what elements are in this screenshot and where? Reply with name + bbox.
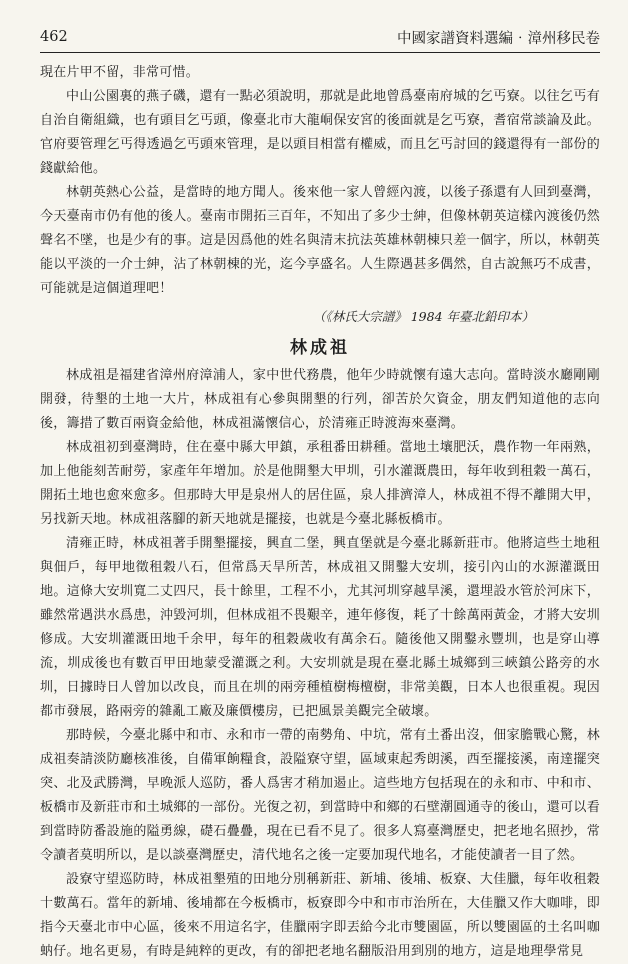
paragraph: 中山公園裏的燕子磯，還有一點必須說明，那就是此地曾爲臺南府城的乞丐寮。以往乞丐有自治自衛組織，也有頭目乞丐頭，像臺北市大龍峒保安宮的後面就是乞丐寮，耆宿常談論及此。官府要管理乞丐得透過乞丐頭來管理，是以頭目相當有權威，而且乞丐討回的錢還得有一部份的錢獻給他。: [40, 89, 600, 176]
running-title: 中國家譜資料選編‧漳州移民卷: [397, 30, 600, 47]
paragraph: 林成祖初到臺灣時，住在臺中縣大甲鎮，承租番田耕種。當地土壤肥沃，農作物一年兩熟，加上他能刻苦耐勞，家產年年增加。於是他開墾大甲圳，引水灌溉農田，每年收到租穀一萬石，開拓土地也愈來愈多。但那時大甲是泉州人的居住區，泉人排濟漳人，林成祖不得不離開大甲，另找新天地。林成祖落腳的新天地就是擺接，也就是今臺北縣板橋市。: [40, 440, 600, 527]
page-header: [40, 24, 600, 50]
paragraph: 現在片甲不留，非常可惜。: [40, 65, 200, 80]
header-rule: [40, 52, 600, 53]
page-number: 462: [40, 29, 68, 45]
paragraph: 設寮守望巡防時，林成祖墾殖的田地分別稱新莊、新埔、後埔、板寮、大佳臘，每年收租穀十數萬石。當年的新埔、後埔都在今板橋市，板寮即今中和市市治所在，大佳臘又作大咖啡，即指今天臺北市中心區，後來不用這名字，佳臘兩字即丟給今北市雙園區，所以雙園區的土名叫咖蚋仔。地名更易，有時是純粹的更改，有的卻把老地名翻版沿用到別的地方，這是地理學常見: [40, 872, 600, 959]
paragraph: 那時候，今臺北縣中和市、永和市一帶的南勢角、中坑，常有土番出沒，佃家膽戰心驚，林成祖奏請淡防廳核准後，自備軍餉糧食，設隘寮守望，區域東起秀朗溪，西至擺接溪，南達擺突突、北及武勝灣，早晚派人巡防，番人爲害才稍加遏止。這些地方包括現在的永和市、中和市、板橋市及新莊市和土城鄉的一部份。光復之初，到當時中和鄉的石壁潮圓通寺的後山，還可以看到當時防番設施的隘勇線，礎石疊疊，現在已看不見了。很多人寫臺灣歷史，把老地名照抄，常令讀者莫明所以，是以談臺灣歷史，清代地名之後一定要加現代地名，才能使讀者一目了然。: [40, 728, 600, 863]
paragraph: 林成祖是福建省漳州府漳浦人，家中世代務農，他年少時就懷有遠大志向。當時淡水廳剛剛開發，待墾的土地一大片，林成祖有心參與開墾的行列，卻苦於欠資金，朋友們知道他的志向後，籌措了數百兩資金給他，林成祖滿懷信心，於清雍正時渡海來臺灣。: [40, 368, 600, 431]
page-body: [40, 61, 600, 964]
paragraph: 清雍正時，林成祖著手開墾擺接，興直二堡，興直堡就是今臺北縣新莊市。他將這些土地租與佃戶，每甲地徵租穀八石，但常爲天旱所苦，林成祖又開鑿大安圳，接引內山的水源灌溉田地。這條大安圳寬二丈四尺，長十餘里，工程不小，尤其河圳穿越旱溪，還埋設水管於河床下，雖然常遇洪水爲患，沖毀河圳，但林成祖不畏艱辛，連年修復，耗了十餘萬兩黃金，才將大安圳修成。大安圳灌溉田地千余甲，每年的租穀歲收有萬余石。隨後他又開鑿永豐圳，也是穿山導流，圳成後也有數百甲田地蒙受灌溉之利。大安圳就是現在臺北縣土城鄉到三峽鎮公路旁的水圳，日據時日人曾加以改良，而且在圳的兩旁種植樹梅檀樹，非常美觀，日本人也很重視。現因都市發展，路兩旁的雜亂工廠及廉價樓房，已把風景美觀完全破壞。: [40, 536, 600, 719]
section-heading: 林成祖: [290, 338, 350, 358]
source-citation: （《林氏大宗譜》 1984 年臺北鉛印本）: [312, 309, 534, 324]
paragraph: 林朝英熱心公益，是當時的地方聞人。後來他一家人曾經內渡，以後子孫還有人回到臺灣，今天臺南市仍有他的後人。臺南市開拓三百年，不知出了多少士紳，但像林朝英這樣內渡後仍然聲名不墜，也是少有的事。這是因爲他的姓名與清末抗法英雄林朝棟只差一個字，所以，林朝英能以平淡的一介士紳，沾了林朝棟的光，迄今享盛名。人生際遇甚多偶然，自古說無巧不成書，可能就是這個道理吧！: [40, 185, 600, 296]
